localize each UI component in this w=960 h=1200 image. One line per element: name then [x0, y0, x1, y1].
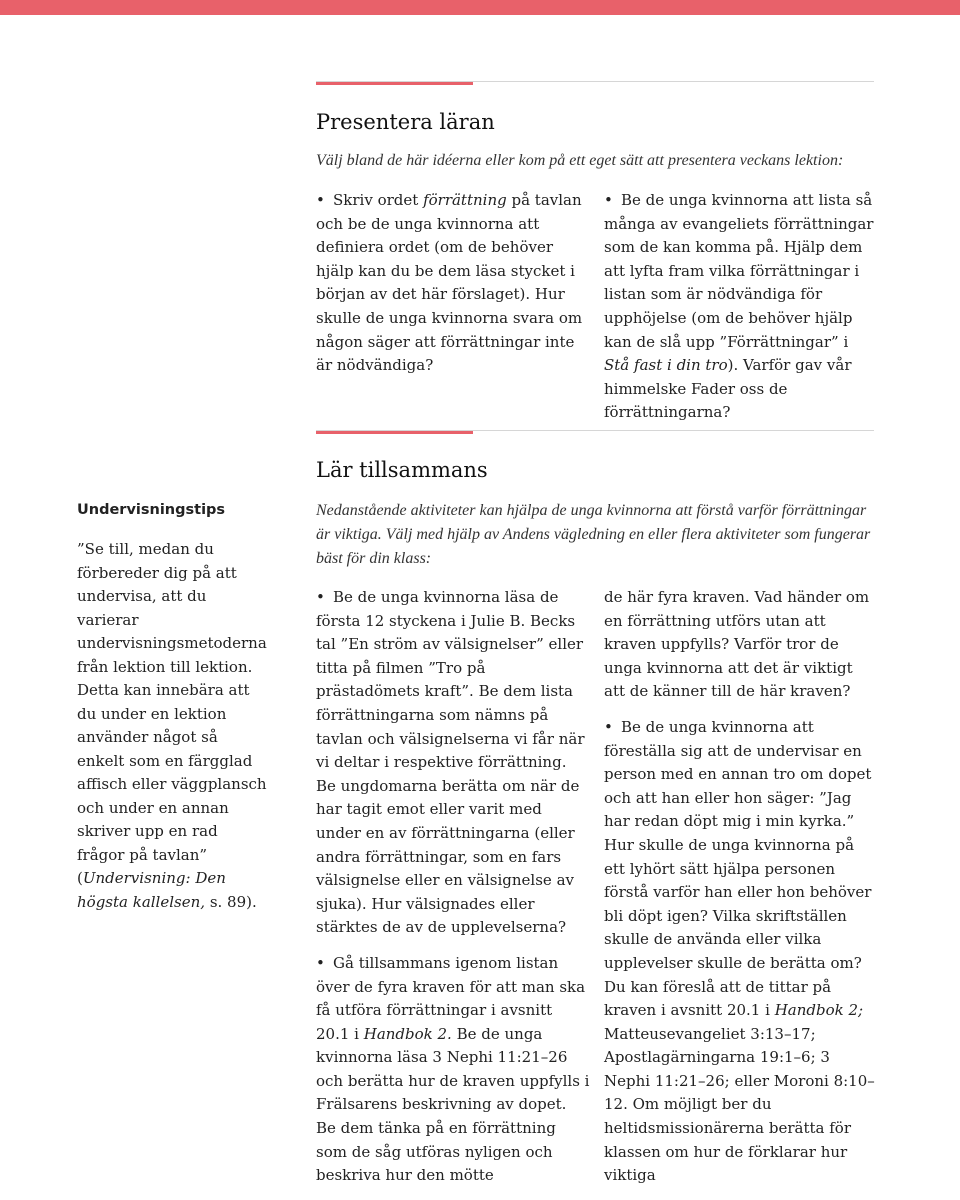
teaching-tips-quote: ”Se till, medan du förbereder dig på att undervisa, att du varierar undervisningsmetoderna från lektion till lektion. Detta kan innebära att du under en lektion använder något så enkelt som en färgglad affisch eller väggplansch och under en annan skriver upp en rad frågor på tavlan” (Undervisning: Den högsta kallelsen, s. 89).: [77, 540, 267, 911]
teaching-tips-sidebar: [77, 538, 267, 926]
presentera-left-column: [316, 189, 588, 390]
top-accent-bar: [0, 0, 960, 15]
bullet-icon: •: [604, 717, 613, 736]
section-title-presentera: Presentera läran: [316, 110, 495, 134]
list-item: • Be de unga kvinnorna läsa de första 12 styckena i Julie B. Becks tal ”En ström av välsignelser” eller titta på filmen ”Tro på prästadömets kraft”. Be dem lista förrättningarna som nämns på tavlan och välsignelserna vi får när vi deltar i respektive förrättning. Be ungdomarna berätta om när de har tagit emot eller varit med under en av förrättningarna (eller andra förrättningar, som en fars välsignelse eller en välsignelse av sjuka). Hur välsignades eller stärktes de av de upplevelserna?: [316, 588, 585, 937]
list-item: • Skriv ordet förrättning på tavlan och be de unga kvinnorna att definiera ordet (om de behöver hjälp kan du be dem läsa stycket i början av det här förslaget). Hur skulle de unga kvinnorna svara om någon säger att förrättningar inte är nödvändiga?: [316, 191, 583, 375]
section-title-lar-tillsammans: Lär tillsammans: [316, 458, 488, 482]
bullet-icon: •: [316, 588, 325, 606]
bullet-icon: •: [316, 191, 325, 209]
lar-right-column: [604, 586, 876, 1200]
list-item: • Be de unga kvinnorna att lista så många av evangeliets förrättningar som de kan komma på. Hjälp dem att lyfta fram vilka förrättningar i listan som är nödvändiga för upphöjelse (om de behöver hjälp kan de slå upp ”Förrättningar” i Stå fast i din tro). Varför gav vår himmelske Fader oss de förrättningarna?: [604, 191, 874, 422]
section-intro-lar: Nedanstående aktiviteter kan hjälpa de unga kvinnorna att förstå varför förrättningar är viktiga. Välj med hjälp av Andens vägledning en eller flera aktiviteter som fungerar bäst för din klass:: [316, 502, 871, 567]
section-rule: [316, 430, 874, 431]
presentera-right-column: [604, 189, 876, 437]
bullet-icon: •: [604, 191, 613, 209]
section-intro-presentera: Välj bland de här idéerna eller kom på ett eget sätt att presentera veckans lektion:: [316, 152, 844, 169]
list-item: • Be de unga kvinnorna att föreställa sig att de undervisar en person med en annan tro om dopet och att han eller hon säger: ”Jag har redan döpt mig i min kyrka.” Hur skulle de unga kvinnorna på ett lyhört sätt hjälpa personen förstå varför han eller hon behöver bli döpt igen? Vilka skriftställen skulle de använda eller vilka upplevelser skulle de berätta om? Du kan föreslå att de tittar på kraven i avsnitt 20.1 i Handbok 2; Matteusevangeliet 3:13–17; Apostlagärningarna 19:1–6; 3 Nephi 11:21–26; eller Moroni 8:10–12. Om möjligt ber du heltidsmissionärerna berätta för klassen om hur de förklarar hur viktiga: [604, 717, 875, 1185]
list-item-continuation: de här fyra kraven. Vad händer om en förrättning utförs utan att kraven uppfylls? Varför tror de unga kvinnorna att det är viktigt att de känner till de här kraven?: [604, 588, 870, 701]
list-item: • Gå tillsammans igenom listan över de fyra kraven för att man ska få utföra förrättningar i avsnitt 20.1 i Handbok 2. Be de unga kvinnorna läsa 3 Nephi 11:21–26 och berätta hur de kraven uppfylls i Frälsarens beskrivning av dopet. Be dem tänka på en förrättning som de såg utföras nyligen och beskriva hur den mötte: [316, 953, 590, 1185]
teaching-tips-title: Undervisningstips: [77, 502, 226, 518]
bullet-icon: •: [316, 953, 325, 972]
lar-left-column: [316, 586, 590, 1200]
section-rule: [316, 81, 874, 82]
